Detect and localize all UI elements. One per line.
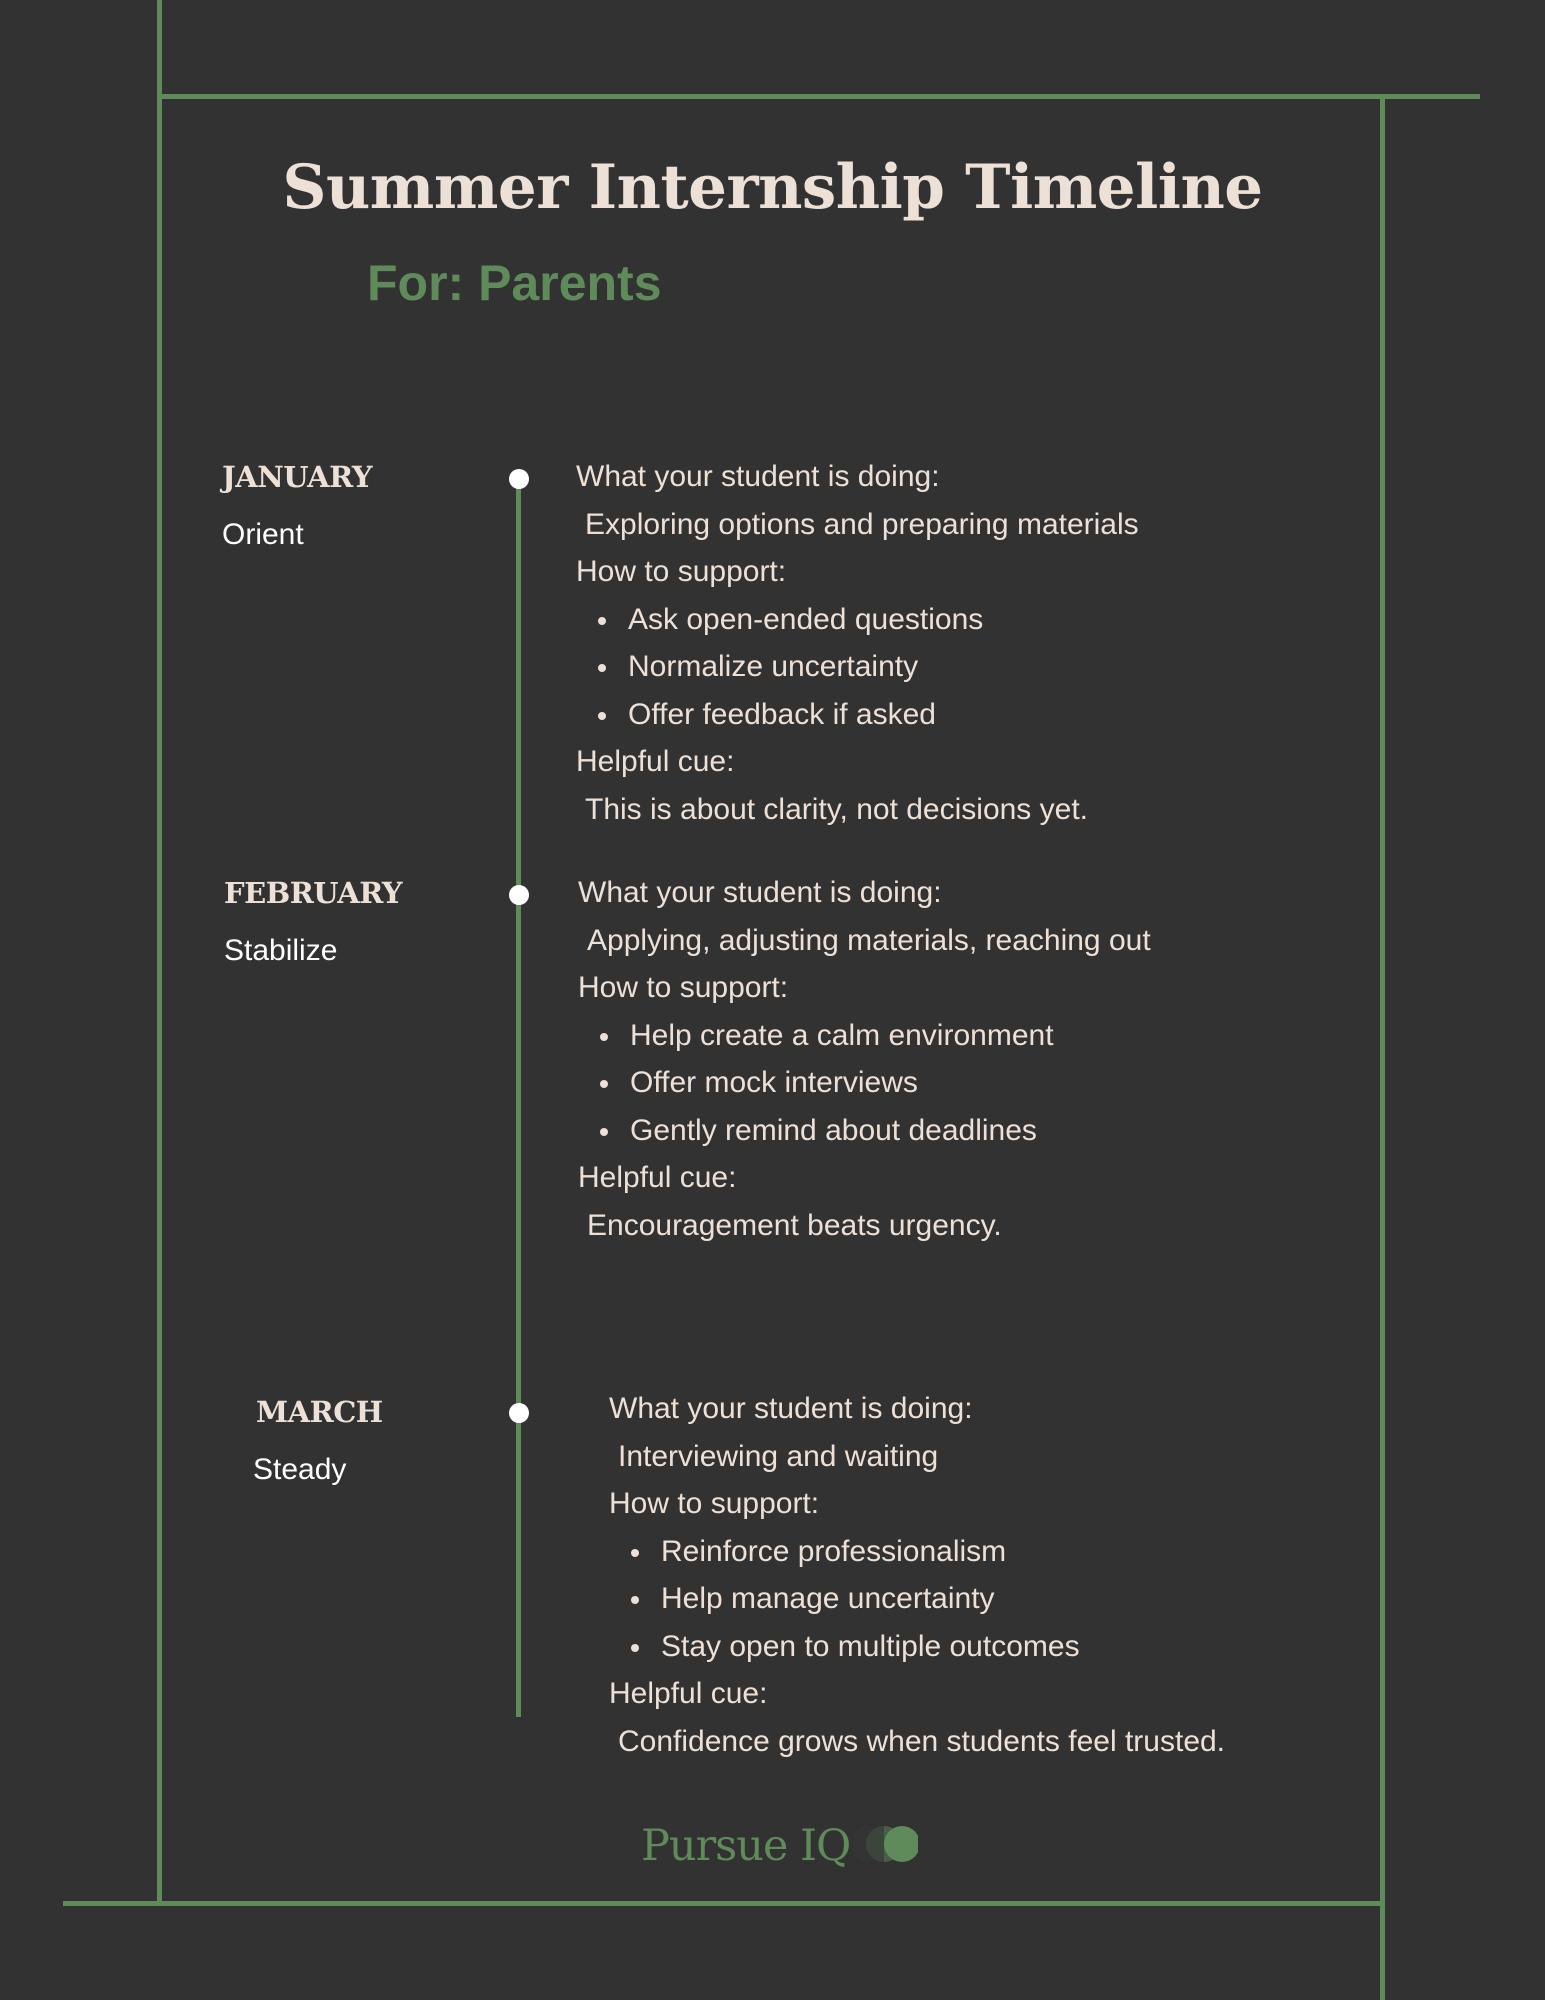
list-item: Help manage uncertainty	[609, 1575, 1225, 1623]
frame-bottom-line	[63, 1901, 1383, 1906]
frame-top-line	[157, 94, 1480, 99]
cue-text: Confidence grows when students feel trusted.	[618, 1724, 1226, 1758]
month-march	[253, 1394, 383, 1488]
doing-text: Exploring options and preparing materials	[585, 507, 1139, 541]
doing-text: Interviewing and waiting	[618, 1439, 939, 1473]
timeline-dot-march	[509, 1403, 529, 1423]
month-phase: Steady	[253, 1453, 347, 1486]
list-item: Offer feedback if asked	[576, 691, 1139, 739]
month-phase: Stabilize	[224, 934, 338, 967]
moon-phases-icon	[854, 1822, 918, 1871]
support-list	[609, 1528, 1225, 1671]
month-details-january	[576, 453, 1139, 833]
month-name: JANUARY	[222, 460, 373, 494]
page-subtitle: For: Parents	[367, 255, 662, 311]
timeline-dot-february	[509, 885, 529, 905]
cue-label: Helpful cue:	[609, 1677, 768, 1710]
month-name: MARCH	[256, 1395, 383, 1429]
cue-label: Helpful cue:	[578, 1161, 737, 1194]
list-item: Gently remind about deadlines	[578, 1107, 1151, 1155]
support-label: How to support:	[609, 1487, 820, 1520]
list-item: Offer mock interviews	[578, 1059, 1151, 1107]
list-item: Reinforce professionalism	[609, 1528, 1225, 1576]
month-name: FEBRUARY	[224, 876, 403, 910]
list-item: Normalize uncertainty	[576, 643, 1139, 691]
cue-label: Helpful cue:	[576, 745, 735, 778]
doing-label: What your student is doing:	[576, 460, 940, 493]
month-february	[224, 875, 402, 969]
support-list	[578, 1012, 1151, 1155]
timeline-rail	[516, 479, 521, 1717]
month-details-february	[578, 869, 1151, 1249]
logo-text: Pursue IQ	[641, 1821, 851, 1871]
support-label: How to support:	[576, 555, 787, 588]
cue-text: This is about clarity, not decisions yet.	[585, 792, 1088, 826]
month-phase: Orient	[222, 518, 304, 551]
frame-left-line	[157, 0, 162, 1906]
timeline-dot-january	[509, 469, 529, 489]
doing-label: What your student is doing:	[609, 1392, 973, 1425]
support-label: How to support:	[578, 971, 789, 1004]
frame-right-line	[1380, 97, 1385, 2000]
month-january	[222, 459, 372, 553]
month-details-march	[609, 1385, 1225, 1765]
footer-logo	[641, 1820, 918, 1872]
list-item: Stay open to multiple outcomes	[609, 1623, 1225, 1671]
list-item: Help create a calm environment	[578, 1012, 1151, 1060]
list-item: Ask open-ended questions	[576, 596, 1139, 644]
page-title: Summer Internship Timeline	[282, 152, 1263, 223]
cue-text: Encouragement beats urgency.	[587, 1208, 1002, 1242]
support-list	[576, 596, 1139, 739]
doing-label: What your student is doing:	[578, 876, 942, 909]
doing-text: Applying, adjusting materials, reaching out	[587, 923, 1151, 957]
